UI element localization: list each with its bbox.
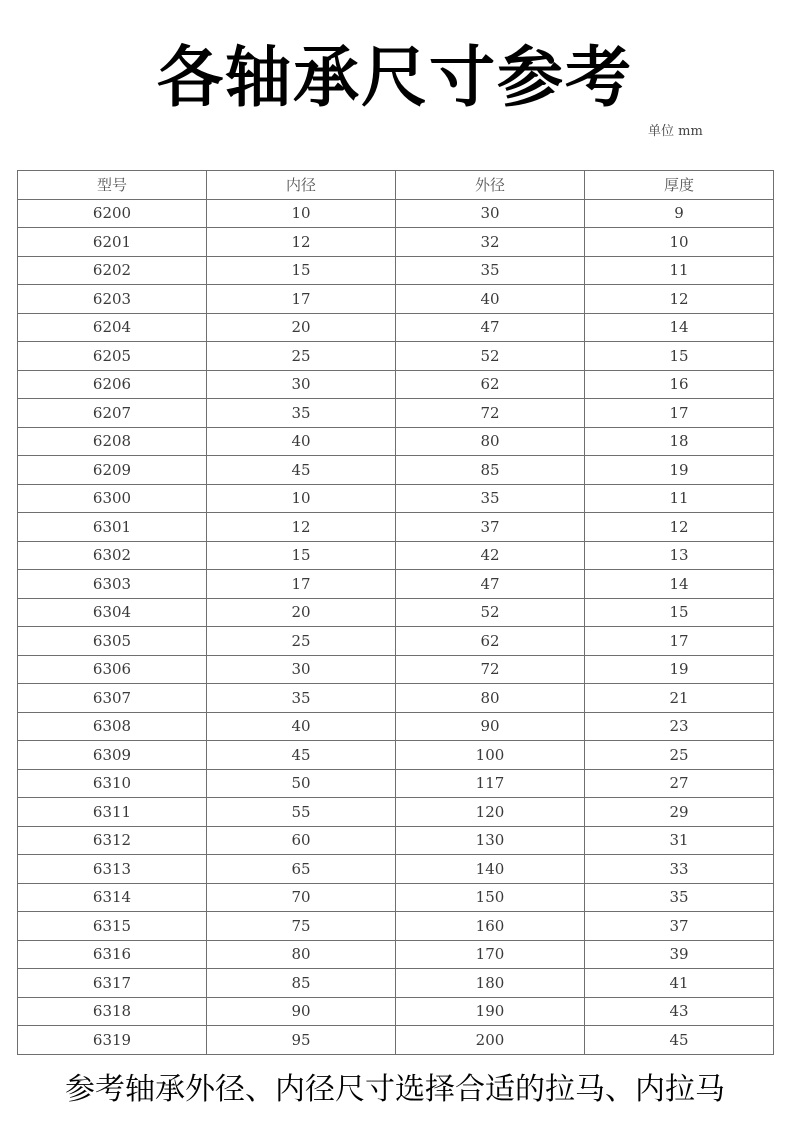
table-row [18, 741, 774, 770]
model-cell: 6302 [18, 541, 207, 570]
outer-diameter-cell: 35 [396, 256, 585, 285]
inner-diameter-cell: 12 [207, 513, 396, 542]
inner-diameter-cell: 17 [207, 570, 396, 599]
table-row [18, 684, 774, 713]
model-cell: 6300 [18, 484, 207, 513]
inner-diameter-cell: 40 [207, 712, 396, 741]
inner-diameter-cell: 10 [207, 484, 396, 513]
outer-diameter-cell: 160 [396, 912, 585, 941]
inner-diameter-cell: 50 [207, 769, 396, 798]
thickness-cell: 14 [585, 313, 774, 342]
outer-diameter-cell: 200 [396, 1026, 585, 1055]
thickness-cell: 21 [585, 684, 774, 713]
thickness-cell: 39 [585, 940, 774, 969]
table-row [18, 285, 774, 314]
thickness-cell: 45 [585, 1026, 774, 1055]
outer-diameter-cell: 30 [396, 199, 585, 228]
thickness-cell: 27 [585, 769, 774, 798]
table-row [18, 313, 774, 342]
inner-diameter-cell: 75 [207, 912, 396, 941]
thickness-cell: 23 [585, 712, 774, 741]
table-row [18, 855, 774, 884]
outer-diameter-cell: 120 [396, 798, 585, 827]
table-row [18, 655, 774, 684]
inner-diameter-cell: 65 [207, 855, 396, 884]
thickness-cell: 15 [585, 598, 774, 627]
table-row [18, 627, 774, 656]
inner-diameter-cell: 15 [207, 541, 396, 570]
thickness-cell: 12 [585, 513, 774, 542]
model-cell: 6304 [18, 598, 207, 627]
thickness-cell: 41 [585, 969, 774, 998]
thickness-cell: 31 [585, 826, 774, 855]
thickness-cell: 13 [585, 541, 774, 570]
thickness-cell: 14 [585, 570, 774, 599]
page-title: 各轴承尺寸参考 [157, 39, 633, 116]
table-row [18, 769, 774, 798]
model-cell: 6202 [18, 256, 207, 285]
header-model: 型号 [18, 171, 207, 200]
outer-diameter-cell: 117 [396, 769, 585, 798]
outer-diameter-cell: 80 [396, 427, 585, 456]
model-cell: 6306 [18, 655, 207, 684]
outer-diameter-cell: 47 [396, 313, 585, 342]
table-row [18, 1026, 774, 1055]
model-cell: 6208 [18, 427, 207, 456]
model-cell: 6205 [18, 342, 207, 371]
table-header-row [18, 171, 774, 200]
outer-diameter-cell: 47 [396, 570, 585, 599]
inner-diameter-cell: 35 [207, 399, 396, 428]
inner-diameter-cell: 60 [207, 826, 396, 855]
model-cell: 6318 [18, 997, 207, 1026]
inner-diameter-cell: 45 [207, 741, 396, 770]
unit-label: 单位 mm [648, 124, 703, 139]
model-cell: 6307 [18, 684, 207, 713]
outer-diameter-cell: 72 [396, 655, 585, 684]
thickness-cell: 17 [585, 627, 774, 656]
outer-diameter-cell: 62 [396, 627, 585, 656]
outer-diameter-cell: 42 [396, 541, 585, 570]
inner-diameter-cell: 15 [207, 256, 396, 285]
model-cell: 6316 [18, 940, 207, 969]
outer-diameter-cell: 150 [396, 883, 585, 912]
table-row [18, 969, 774, 998]
outer-diameter-cell: 35 [396, 484, 585, 513]
outer-diameter-cell: 85 [396, 456, 585, 485]
header-thickness: 厚度 [585, 171, 774, 200]
model-cell: 6314 [18, 883, 207, 912]
table-row [18, 256, 774, 285]
table-row [18, 912, 774, 941]
table-row [18, 228, 774, 257]
model-cell: 6305 [18, 627, 207, 656]
thickness-cell: 17 [585, 399, 774, 428]
inner-diameter-cell: 25 [207, 627, 396, 656]
thickness-cell: 19 [585, 655, 774, 684]
table-row [18, 826, 774, 855]
table-row [18, 342, 774, 371]
model-cell: 6200 [18, 199, 207, 228]
thickness-cell: 11 [585, 484, 774, 513]
inner-diameter-cell: 85 [207, 969, 396, 998]
model-cell: 6204 [18, 313, 207, 342]
table-row [18, 798, 774, 827]
inner-diameter-cell: 10 [207, 199, 396, 228]
table-row [18, 940, 774, 969]
table-row [18, 427, 774, 456]
outer-diameter-cell: 180 [396, 969, 585, 998]
table-body [18, 199, 774, 1054]
inner-diameter-cell: 90 [207, 997, 396, 1026]
inner-diameter-cell: 45 [207, 456, 396, 485]
model-cell: 6209 [18, 456, 207, 485]
thickness-cell: 29 [585, 798, 774, 827]
inner-diameter-cell: 20 [207, 313, 396, 342]
outer-diameter-cell: 90 [396, 712, 585, 741]
model-cell: 6207 [18, 399, 207, 428]
thickness-cell: 43 [585, 997, 774, 1026]
table-row [18, 456, 774, 485]
model-cell: 6319 [18, 1026, 207, 1055]
inner-diameter-cell: 25 [207, 342, 396, 371]
table-row [18, 399, 774, 428]
inner-diameter-cell: 20 [207, 598, 396, 627]
thickness-cell: 12 [585, 285, 774, 314]
model-cell: 6206 [18, 370, 207, 399]
thickness-cell: 11 [585, 256, 774, 285]
inner-diameter-cell: 35 [207, 684, 396, 713]
thickness-cell: 19 [585, 456, 774, 485]
outer-diameter-cell: 80 [396, 684, 585, 713]
inner-diameter-cell: 12 [207, 228, 396, 257]
inner-diameter-cell: 70 [207, 883, 396, 912]
model-cell: 6201 [18, 228, 207, 257]
inner-diameter-cell: 95 [207, 1026, 396, 1055]
model-cell: 6310 [18, 769, 207, 798]
header-inner-diameter: 内径 [207, 171, 396, 200]
model-cell: 6203 [18, 285, 207, 314]
model-cell: 6317 [18, 969, 207, 998]
outer-diameter-cell: 100 [396, 741, 585, 770]
table-row [18, 370, 774, 399]
thickness-cell: 18 [585, 427, 774, 456]
model-cell: 6309 [18, 741, 207, 770]
outer-diameter-cell: 62 [396, 370, 585, 399]
outer-diameter-cell: 170 [396, 940, 585, 969]
table-row [18, 570, 774, 599]
table-row [18, 883, 774, 912]
thickness-cell: 35 [585, 883, 774, 912]
inner-diameter-cell: 80 [207, 940, 396, 969]
table-row [18, 484, 774, 513]
model-cell: 6308 [18, 712, 207, 741]
inner-diameter-cell: 55 [207, 798, 396, 827]
bearing-size-table [17, 170, 774, 1055]
thickness-cell: 10 [585, 228, 774, 257]
footer-note: 参考轴承外径、内径尺寸选择合适的拉马、内拉马 [65, 1072, 725, 1107]
inner-diameter-cell: 30 [207, 370, 396, 399]
model-cell: 6303 [18, 570, 207, 599]
model-cell: 6315 [18, 912, 207, 941]
table-row [18, 598, 774, 627]
thickness-cell: 16 [585, 370, 774, 399]
thickness-cell: 37 [585, 912, 774, 941]
table-row [18, 712, 774, 741]
model-cell: 6312 [18, 826, 207, 855]
outer-diameter-cell: 32 [396, 228, 585, 257]
thickness-cell: 25 [585, 741, 774, 770]
outer-diameter-cell: 190 [396, 997, 585, 1026]
outer-diameter-cell: 37 [396, 513, 585, 542]
thickness-cell: 15 [585, 342, 774, 371]
table-row [18, 513, 774, 542]
table-row [18, 199, 774, 228]
model-cell: 6301 [18, 513, 207, 542]
thickness-cell: 33 [585, 855, 774, 884]
table-row [18, 997, 774, 1026]
outer-diameter-cell: 72 [396, 399, 585, 428]
inner-diameter-cell: 40 [207, 427, 396, 456]
model-cell: 6313 [18, 855, 207, 884]
outer-diameter-cell: 52 [396, 598, 585, 627]
model-cell: 6311 [18, 798, 207, 827]
thickness-cell: 9 [585, 199, 774, 228]
outer-diameter-cell: 130 [396, 826, 585, 855]
outer-diameter-cell: 52 [396, 342, 585, 371]
header-outer-diameter: 外径 [396, 171, 585, 200]
inner-diameter-cell: 30 [207, 655, 396, 684]
outer-diameter-cell: 40 [396, 285, 585, 314]
inner-diameter-cell: 17 [207, 285, 396, 314]
outer-diameter-cell: 140 [396, 855, 585, 884]
table-row [18, 541, 774, 570]
